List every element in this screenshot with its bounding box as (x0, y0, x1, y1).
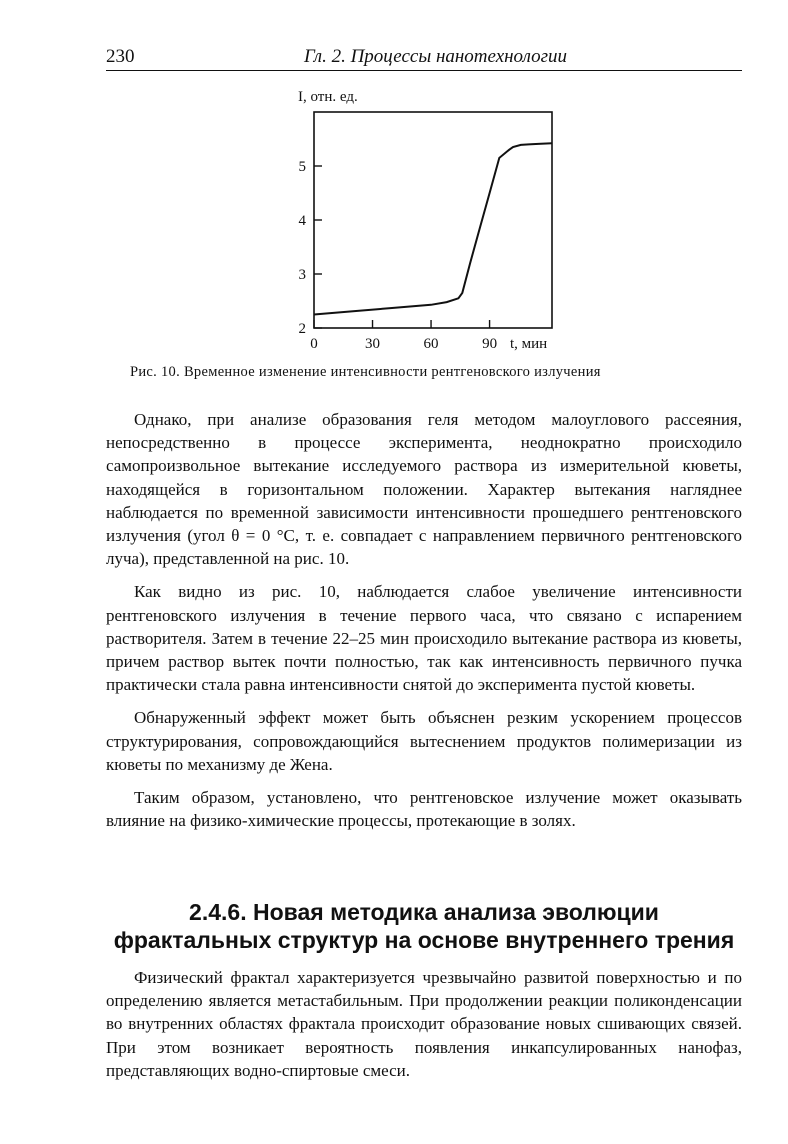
y-tick-label: 2 (298, 321, 306, 337)
axis-ticks (299, 159, 498, 352)
y-tick-label: 4 (298, 213, 306, 229)
plot-frame (314, 112, 552, 328)
intensity-chart (240, 82, 580, 362)
x-tick-label: 90 (482, 336, 498, 352)
y-tick-label: 5 (298, 159, 306, 175)
paragraph: Физический фрактал характеризуется чрезвычайно развитой поверхностью и по определению является метастабильным. При продолжении реакции поликонденсации во внутренних областях фрактала происходит образование новых сшивающих связей. При этом возникает вероятность появления инкапсулированных нанофаз, представляющих водно-спиртовые смеси. (106, 968, 742, 1080)
y-tick-label: 3 (298, 267, 306, 283)
x-tick-label: 60 (423, 336, 439, 352)
paragraph: Обнаруженный эффект может быть объяснен резким ускорением процессов структурирования, сопровождающийся вытеснением продуктов полимеризации из кюветы по механизму де Жена. (106, 708, 742, 774)
body-text-top (106, 408, 742, 832)
x-axis-label: t, мин (510, 336, 548, 352)
section-heading-line: фрактальных структур на основе внутреннего трения (113, 927, 735, 953)
running-header (106, 46, 742, 71)
x-tick-label: 0 (310, 336, 318, 352)
figure-caption: Рис. 10. Временное изменение интенсивности рентгеновского излучения (130, 364, 601, 380)
intensity-curve (314, 143, 552, 314)
figure-10 (240, 82, 580, 362)
page-number: 230 (106, 46, 135, 67)
running-title: Гл. 2. Процессы нанотехнологии (304, 46, 568, 67)
section-heading (106, 898, 742, 954)
body-text-bottom (106, 966, 742, 1082)
paragraph: Как видно из рис. 10, наблюдается слабое увеличение интенсивности рентгеновского излучения в течение первого часа, что связано с испарением растворителя. Затем в течение 22–25 мин происходило вытекание раствора из кюветы, причем раствор вытек почти полностью, так как интенсивность первичного пучка практически стала равна интенсивности снятой до эксперимента пустой кюветы. (106, 582, 742, 695)
paragraph: Однако, при анализе образования геля методом малоуглового рассеяния, непосредственно в процессе эксперимента, неоднократно происходило самопроизвольное вытекание исследуемого раствора из измерительной кюветы, находящейся в горизонтальном положении. Характер вытекания нагляднее наблюдается по временной зависимости интенсивности прошедшего рентгеновского излучения (угол θ = 0 °C, т. е. совпадает с направлением первичного рентгеновского луча), представленной на рис. 10. (106, 410, 742, 569)
x-tick-label: 30 (365, 336, 381, 352)
y-axis-label: I, отн. ед. (298, 89, 358, 105)
paragraph: Таким образом, установлено, что рентгеновское излучение может оказывать влияние на физико-химические процессы, протекающие в золях. (106, 788, 742, 831)
section-heading-line: 2.4.6. Новая методика анализа эволюции (189, 899, 659, 925)
